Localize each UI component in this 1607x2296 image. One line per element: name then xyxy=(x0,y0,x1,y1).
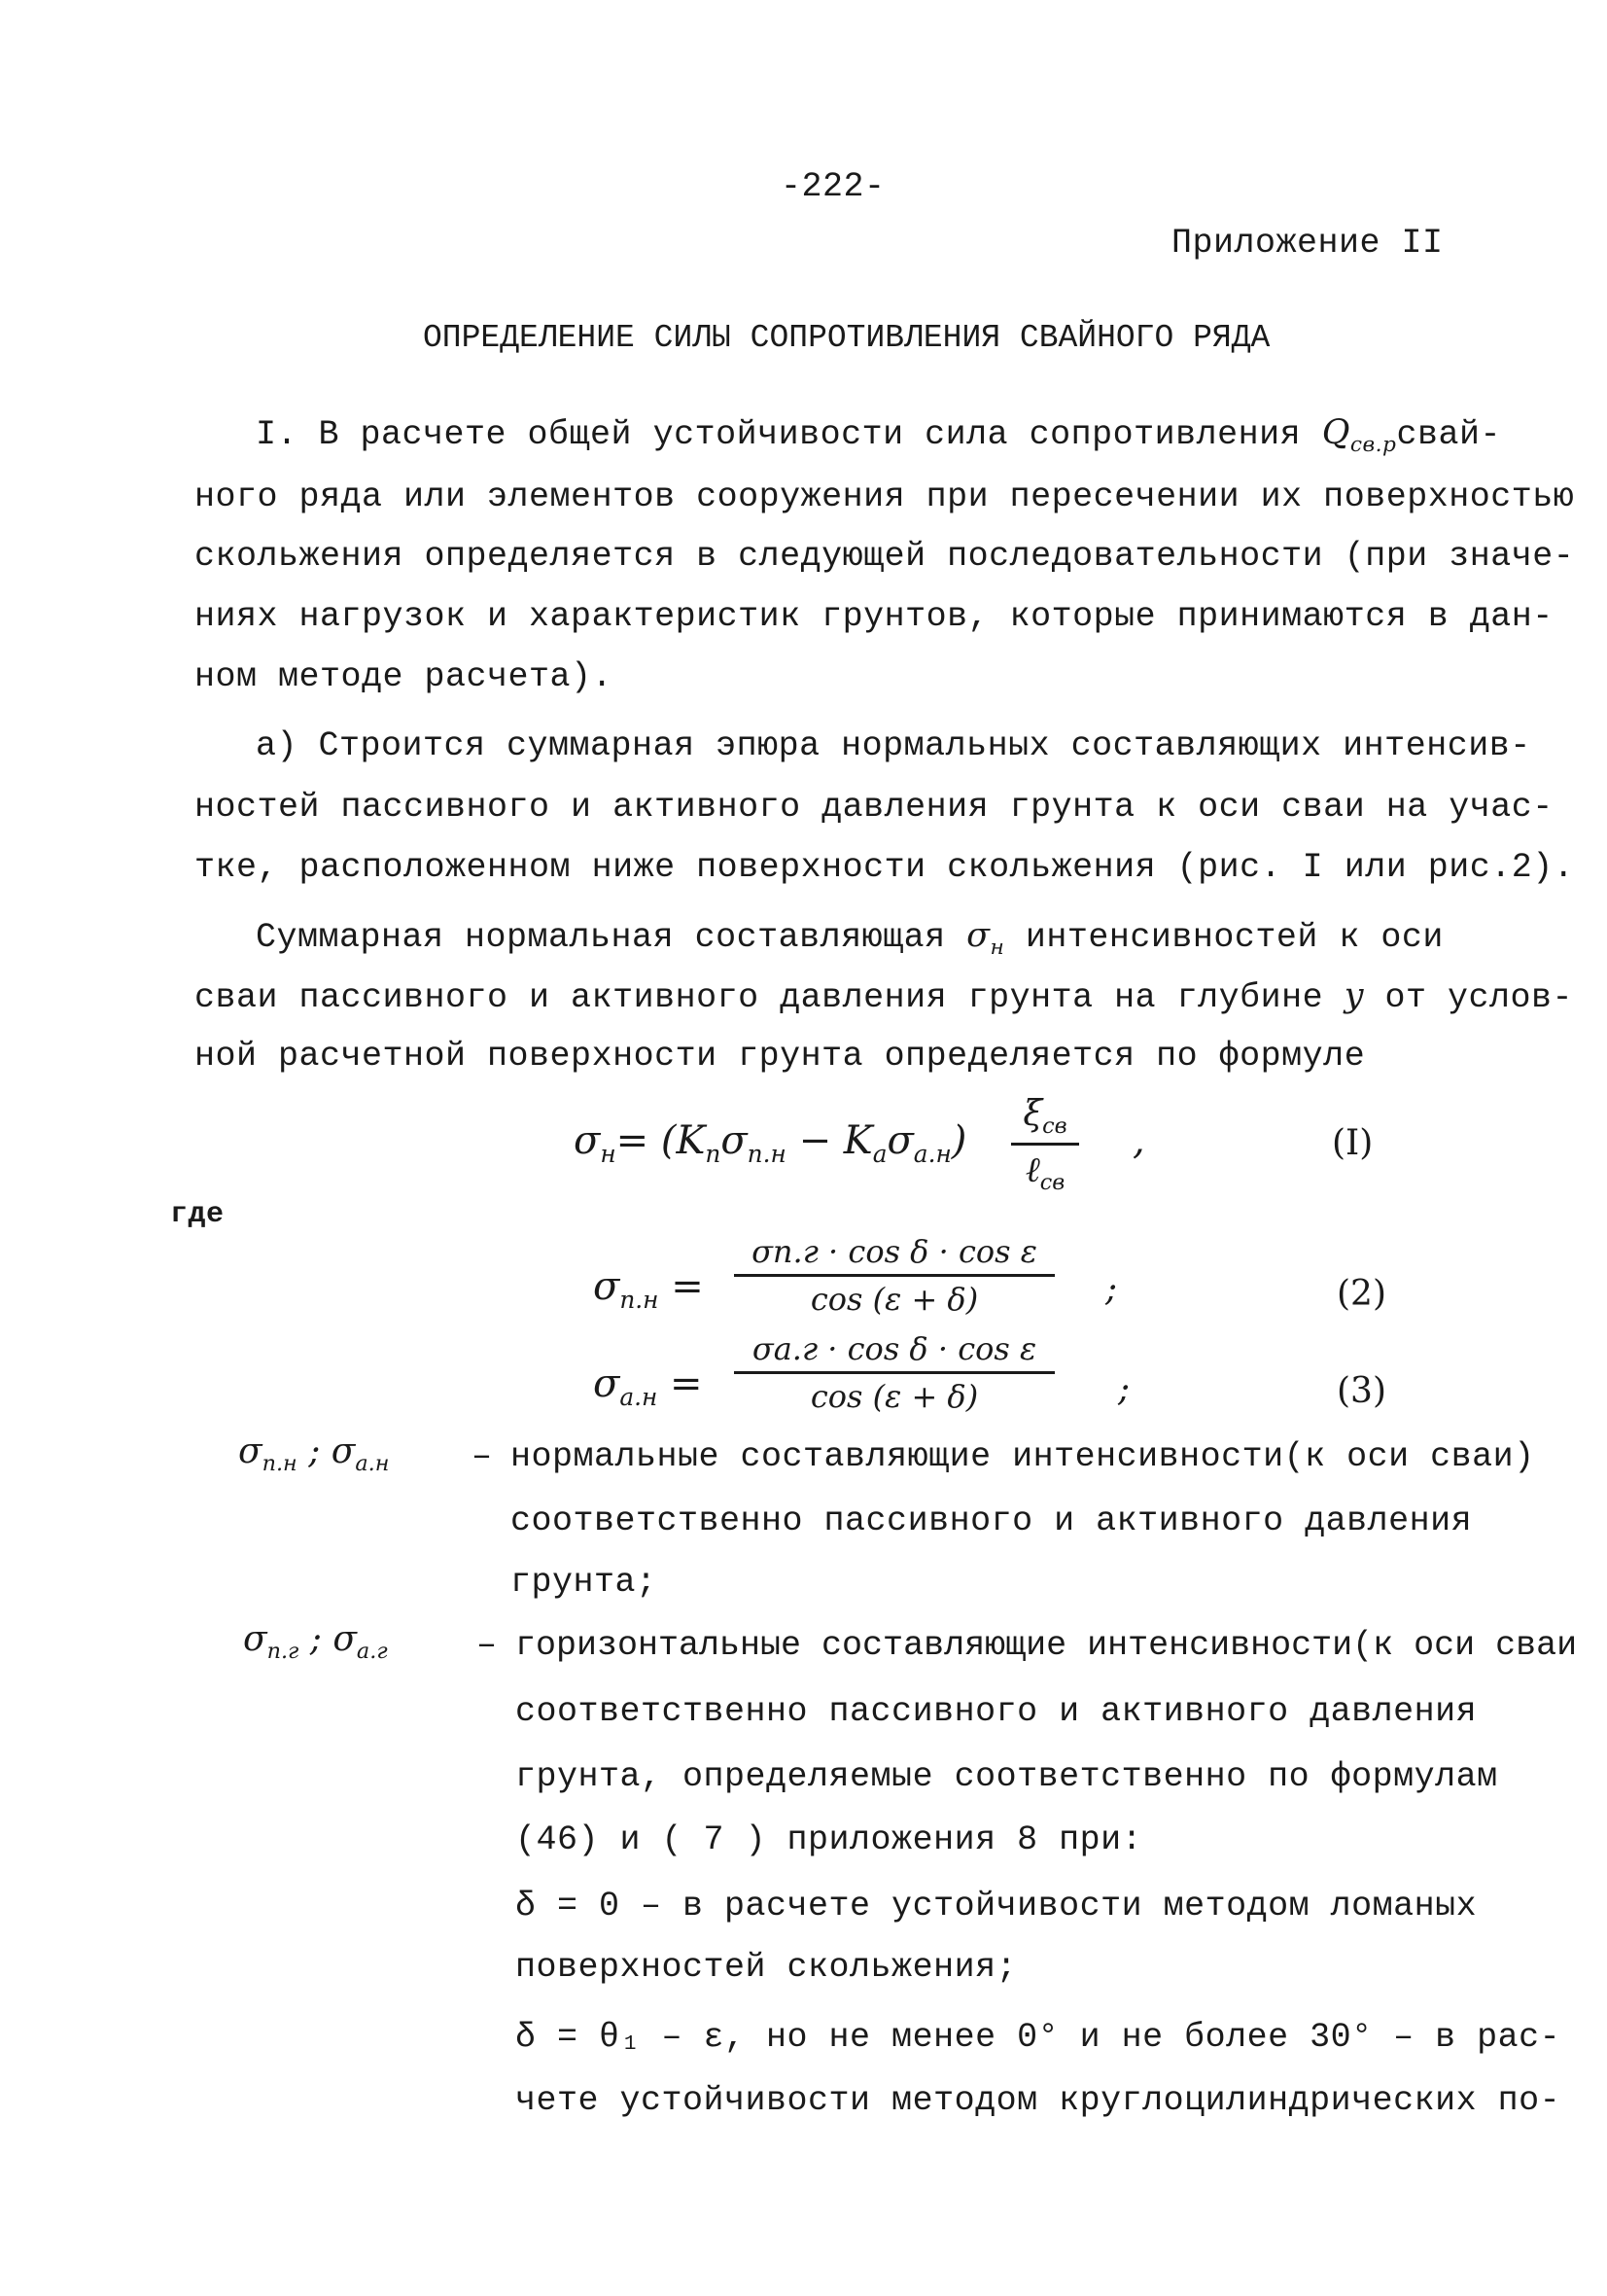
equation-2-lhs: $\sigma_{п.н}$ = xyxy=(593,1264,704,1314)
equation-1-fraction: $\xi_{св}$ ℓ$_{св}$ xyxy=(1011,1094,1079,1195)
definition-2-symbols: $\sigma_{п.г}$ ; $\sigma_{а.г}$ xyxy=(243,1619,388,1665)
definition-2-line-8: чете устойчивости методом круглоцилиндрических по- xyxy=(515,2081,1561,2120)
appendix-label: Приложение II xyxy=(1171,224,1444,263)
page-title: ОПРЕДЕЛЕНИЕ СИЛЫ СОПРОТИВЛЕНИЯ СВАЙНОГО РЯДА xyxy=(423,320,1271,356)
paragraph-3-line-3: ной расчетной поверхности грунта определяется по формуле xyxy=(194,1037,1366,1076)
paragraph-1-line-2: ного ряда или элементов сооружения при пересечении их поверхностью xyxy=(194,477,1575,516)
definition-2-line-4: (46) и ( 7 ) приложения 8 при: xyxy=(515,1820,1143,1859)
paragraph-1-line-3: скольжения определяется в следующей последовательности (при значе- xyxy=(194,537,1575,576)
y-symbol: y xyxy=(1344,976,1364,1015)
definition-2-line-1: горизонтальные составляющие интенсивности(к оси сваи xyxy=(515,1626,1578,1665)
definition-2-line-7: δ = θ₁ – ε, но не менее 0° и не более 30° – в рас- xyxy=(515,2018,1561,2057)
equation-2-fraction: σп.г · cos δ · cos ε cos (ε + δ) xyxy=(734,1233,1055,1318)
paragraph-3-line-2: сваи пассивного и активного давления грунта на глубине y от услов- xyxy=(194,976,1574,1017)
definition-1-dash: – xyxy=(472,1437,493,1476)
definition-2-line-2: соответственно пассивного и активного давления xyxy=(515,1692,1478,1731)
paragraph-2-line-3: тке, расположенном ниже поверхности скольжения (рис. I или рис.2). xyxy=(194,848,1575,887)
definition-2-line-5: δ = 0 – в расчете устойчивости методом ломаных xyxy=(515,1887,1478,1925)
definition-1-line-3: грунта; xyxy=(510,1563,657,1602)
equation-2-number: (2) xyxy=(1337,1274,1386,1314)
definition-1-line-2: соответственно пассивного и активного давления xyxy=(510,1501,1473,1540)
definition-2-line-6: поверхностей скольжения; xyxy=(515,1948,1018,1987)
page-number: -222- xyxy=(781,167,886,206)
equation-3-fraction: σа.г · cos δ · cos ε cos (ε + δ) xyxy=(734,1330,1055,1415)
equation-1-comma: , xyxy=(1133,1118,1145,1163)
equation-1-lhs: $\sigma_н= (K_п\sigma_{п.н} - K_а\sigma_{а.н})$ xyxy=(574,1118,967,1168)
equation-3-number: (3) xyxy=(1337,1371,1386,1411)
definition-1-line-1: нормальные составляющие интенсивности(к оси сваи) xyxy=(510,1437,1535,1476)
equation-3-lhs: $\sigma_{а.н}$ = xyxy=(593,1361,703,1411)
equation-3-separator: ; xyxy=(1118,1369,1131,1409)
definition-2-line-3: грунта, определяемые соответственно по формулам xyxy=(515,1757,1498,1796)
q-symbol: $Q_{св.р}$ xyxy=(1321,413,1397,457)
paragraph-1-line-1: I. В расчете общей устойчивости сила сопротивления $Q_{св.р}свай-$ xyxy=(256,413,1501,457)
paragraph-3-line-1: Суммарная нормальная составляющая $\sigma_н$ интенсивностей к оси xyxy=(256,916,1444,960)
paragraph-1-line-4: ниях нагрузок и характеристик грунтов, которые принимаются в дан- xyxy=(194,597,1554,636)
paragraph-2-line-2: ностей пассивного и активного давления грунта к оси сваи на учас- xyxy=(194,788,1554,827)
paragraph-2-line-1: а) Строится суммарная эпюра нормальных составляющих интенсив- xyxy=(256,726,1531,765)
definition-2-dash: – xyxy=(476,1626,498,1665)
definition-1-symbols: $\sigma_{п.н}$ ; $\sigma_{а.н}$ xyxy=(238,1431,390,1477)
sigma-n-symbol: $\sigma_н$ xyxy=(966,916,1005,960)
paragraph-1-line-5: ном методе расчета). xyxy=(194,657,613,696)
equation-2-separator: ; xyxy=(1105,1269,1118,1309)
where-label: где xyxy=(170,1198,225,1231)
equation-1-number: (I) xyxy=(1332,1123,1374,1163)
